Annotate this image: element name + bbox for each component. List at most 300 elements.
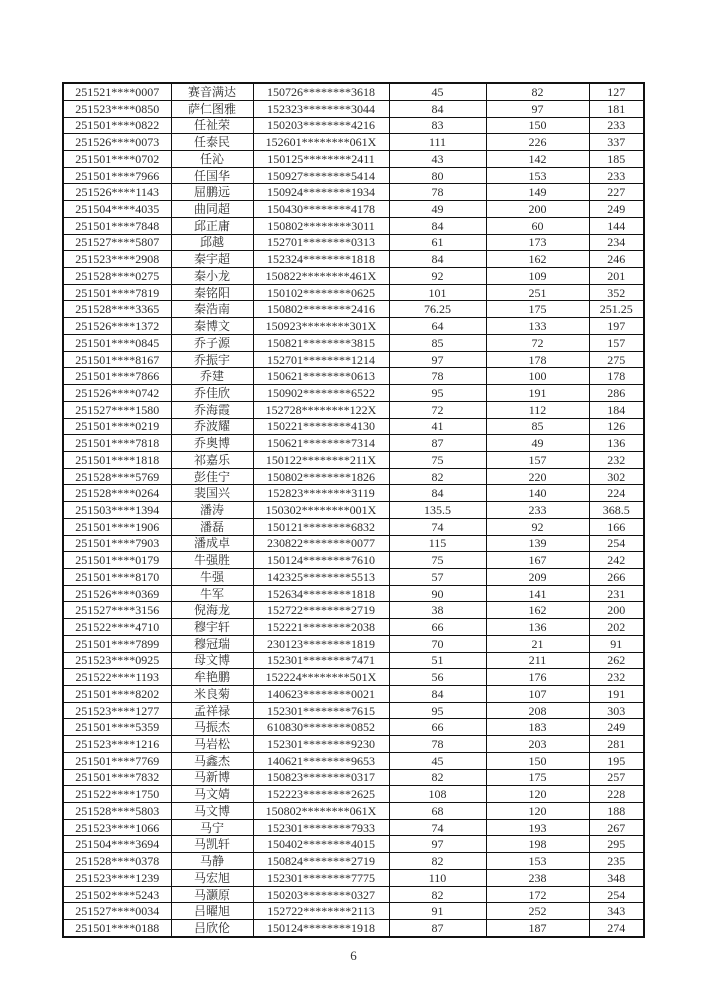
exam-id-cell: 251501****0179 (63, 552, 171, 569)
exam-id-cell: 251501****7769 (63, 752, 171, 769)
exam-id-cell: 251528****0264 (63, 485, 171, 502)
score2-cell: 141 (486, 585, 589, 602)
total-score-cell: 337 (589, 134, 644, 151)
name-cell: 孟祥禄 (171, 702, 253, 719)
id-number-cell: 150621********7314 (253, 435, 389, 452)
score2-cell: 172 (486, 886, 589, 903)
score1-cell: 101 (389, 284, 486, 301)
score2-cell: 200 (486, 201, 589, 218)
table-row (63, 836, 644, 853)
table-row (63, 217, 644, 234)
table-row (63, 769, 644, 786)
score2-cell: 187 (486, 920, 589, 937)
score1-cell: 83 (389, 117, 486, 134)
total-score-cell: 200 (589, 602, 644, 619)
name-cell: 裴国兴 (171, 485, 253, 502)
table-row (63, 803, 644, 820)
score1-cell: 76.25 (389, 301, 486, 318)
table-row (63, 886, 644, 903)
total-score-cell: 254 (589, 886, 644, 903)
total-score-cell: 262 (589, 652, 644, 669)
score2-cell: 203 (486, 736, 589, 753)
table-row (63, 920, 644, 937)
id-number-cell: 150203********4216 (253, 117, 389, 134)
name-cell: 乔佳欣 (171, 385, 253, 402)
id-number-cell: 150902********6522 (253, 385, 389, 402)
name-cell: 任国华 (171, 167, 253, 184)
score1-cell: 43 (389, 151, 486, 168)
id-number-cell: 150124********1918 (253, 920, 389, 937)
id-number-cell: 150823********0317 (253, 769, 389, 786)
exam-id-cell: 251522****4710 (63, 619, 171, 636)
name-cell: 马振杰 (171, 719, 253, 736)
score1-cell: 70 (389, 635, 486, 652)
table-row (63, 100, 644, 117)
score2-cell: 97 (486, 100, 589, 117)
id-number-cell: 150124********7610 (253, 552, 389, 569)
total-score-cell: 251.25 (589, 301, 644, 318)
table-row (63, 903, 644, 920)
score2-cell: 178 (486, 351, 589, 368)
exam-id-cell: 251526****1143 (63, 184, 171, 201)
score1-cell: 78 (389, 736, 486, 753)
exam-id-cell: 251527****1580 (63, 401, 171, 418)
id-number-cell: 150802********3011 (253, 217, 389, 234)
table-row (63, 502, 644, 519)
exam-id-cell: 251503****1394 (63, 502, 171, 519)
score2-cell: 252 (486, 903, 589, 920)
name-cell: 邱越 (171, 234, 253, 251)
score1-cell: 84 (389, 686, 486, 703)
score2-cell: 209 (486, 568, 589, 585)
table-row (63, 184, 644, 201)
total-score-cell: 233 (589, 117, 644, 134)
name-cell: 曲同超 (171, 201, 253, 218)
total-score-cell: 231 (589, 585, 644, 602)
score2-cell: 49 (486, 435, 589, 452)
id-number-cell: 150203********0327 (253, 886, 389, 903)
id-number-cell: 150824********2719 (253, 853, 389, 870)
table-row (63, 869, 644, 886)
total-score-cell: 126 (589, 418, 644, 435)
table-row (63, 167, 644, 184)
score2-cell: 142 (486, 151, 589, 168)
id-number-cell: 150927********5414 (253, 167, 389, 184)
name-cell: 乔子源 (171, 334, 253, 351)
exam-id-cell: 251501****7866 (63, 368, 171, 385)
score2-cell: 72 (486, 334, 589, 351)
exam-id-cell: 251501****7818 (63, 435, 171, 452)
name-cell: 马宏旭 (171, 869, 253, 886)
exam-id-cell: 251528****5803 (63, 803, 171, 820)
total-score-cell: 185 (589, 151, 644, 168)
id-number-cell: 152301********7471 (253, 652, 389, 669)
score2-cell: 139 (486, 535, 589, 552)
total-score-cell: 275 (589, 351, 644, 368)
score2-cell: 100 (486, 368, 589, 385)
table-row (63, 385, 644, 402)
exam-id-cell: 251526****0742 (63, 385, 171, 402)
id-number-cell: 152301********7933 (253, 819, 389, 836)
exam-id-cell: 251528****0378 (63, 853, 171, 870)
name-cell: 马文婧 (171, 786, 253, 803)
total-score-cell: 257 (589, 769, 644, 786)
id-number-cell: 152323********3044 (253, 100, 389, 117)
score1-cell: 49 (389, 201, 486, 218)
name-cell: 吕曜旭 (171, 903, 253, 920)
page-number: 6 (350, 948, 357, 963)
total-score-cell: 267 (589, 819, 644, 836)
score2-cell: 153 (486, 167, 589, 184)
name-cell: 秦铭阳 (171, 284, 253, 301)
id-number-cell: 150802********2416 (253, 301, 389, 318)
id-number-cell: 150122********211X (253, 451, 389, 468)
score2-cell: 149 (486, 184, 589, 201)
total-score-cell: 303 (589, 702, 644, 719)
total-score-cell: 136 (589, 435, 644, 452)
score1-cell: 56 (389, 669, 486, 686)
score1-cell: 72 (389, 401, 486, 418)
table-row (63, 418, 644, 435)
score1-cell: 41 (389, 418, 486, 435)
table-row (63, 251, 644, 268)
name-cell: 秦宇超 (171, 251, 253, 268)
total-score-cell: 197 (589, 318, 644, 335)
id-number-cell: 152634********1818 (253, 585, 389, 602)
exam-id-cell: 251528****0275 (63, 268, 171, 285)
score1-cell: 61 (389, 234, 486, 251)
table-row (63, 234, 644, 251)
name-cell: 潘成卓 (171, 535, 253, 552)
id-number-cell: 152601********061X (253, 134, 389, 151)
id-number-cell: 152301********9230 (253, 736, 389, 753)
score1-cell: 82 (389, 769, 486, 786)
exam-id-cell: 251501****0188 (63, 920, 171, 937)
table-row (63, 736, 644, 753)
total-score-cell: 249 (589, 201, 644, 218)
score2-cell: 85 (486, 418, 589, 435)
id-number-cell: 150822********461X (253, 268, 389, 285)
id-number-cell: 152223********2625 (253, 786, 389, 803)
name-cell: 牛军 (171, 585, 253, 602)
score1-cell: 92 (389, 268, 486, 285)
score2-cell: 251 (486, 284, 589, 301)
name-cell: 潘涛 (171, 502, 253, 519)
table-row (63, 568, 644, 585)
total-score-cell: 184 (589, 401, 644, 418)
total-score-cell: 274 (589, 920, 644, 937)
name-cell: 倪海龙 (171, 602, 253, 619)
exam-id-cell: 251501****1818 (63, 451, 171, 468)
table-row (63, 686, 644, 703)
score2-cell: 133 (486, 318, 589, 335)
score1-cell: 84 (389, 485, 486, 502)
score1-cell: 75 (389, 552, 486, 569)
total-score-cell: 127 (589, 83, 644, 100)
score1-cell: 84 (389, 100, 486, 117)
score1-cell: 38 (389, 602, 486, 619)
exam-id-cell: 251501****1906 (63, 518, 171, 535)
table-row (63, 151, 644, 168)
id-number-cell: 152224********501X (253, 669, 389, 686)
total-score-cell: 295 (589, 836, 644, 853)
score1-cell: 66 (389, 619, 486, 636)
total-score-cell: 228 (589, 786, 644, 803)
total-score-cell: 302 (589, 468, 644, 485)
score2-cell: 107 (486, 686, 589, 703)
name-cell: 乔波耀 (171, 418, 253, 435)
id-number-cell: 150621********0613 (253, 368, 389, 385)
id-number-cell: 150121********6832 (253, 518, 389, 535)
exam-id-cell: 251501****8167 (63, 351, 171, 368)
exam-id-cell: 251526****0073 (63, 134, 171, 151)
name-cell: 彭佳宁 (171, 468, 253, 485)
name-cell: 牛强胜 (171, 552, 253, 569)
total-score-cell: 202 (589, 619, 644, 636)
total-score-cell: 181 (589, 100, 644, 117)
score1-cell: 66 (389, 719, 486, 736)
score1-cell: 95 (389, 702, 486, 719)
score1-cell: 108 (389, 786, 486, 803)
exam-id-cell: 251523****2908 (63, 251, 171, 268)
id-number-cell: 152823********3119 (253, 485, 389, 502)
name-cell: 乔奥博 (171, 435, 253, 452)
score1-cell: 74 (389, 518, 486, 535)
id-number-cell: 152728********122X (253, 401, 389, 418)
total-score-cell: 343 (589, 903, 644, 920)
exam-id-cell: 251523****1216 (63, 736, 171, 753)
total-score-cell: 254 (589, 535, 644, 552)
exam-id-cell: 251501****0822 (63, 117, 171, 134)
name-cell: 任祉荣 (171, 117, 253, 134)
name-cell: 牟艳鹏 (171, 669, 253, 686)
total-score-cell: 281 (589, 736, 644, 753)
exam-id-cell: 251501****0702 (63, 151, 171, 168)
score-table-body (63, 83, 644, 937)
id-number-cell: 150726********3618 (253, 83, 389, 100)
exam-id-cell: 251504****4035 (63, 201, 171, 218)
name-cell: 马鑫杰 (171, 752, 253, 769)
table-row (63, 552, 644, 569)
table-row (63, 819, 644, 836)
score2-cell: 175 (486, 301, 589, 318)
id-number-cell: 152221********2038 (253, 619, 389, 636)
table-row (63, 351, 644, 368)
score2-cell: 109 (486, 268, 589, 285)
score2-cell: 92 (486, 518, 589, 535)
total-score-cell: 157 (589, 334, 644, 351)
table-row (63, 669, 644, 686)
id-number-cell: 152301********7615 (253, 702, 389, 719)
table-row (63, 201, 644, 218)
id-number-cell: 152701********1214 (253, 351, 389, 368)
exam-id-cell: 251504****3694 (63, 836, 171, 853)
score2-cell: 238 (486, 869, 589, 886)
exam-id-cell: 251523****0850 (63, 100, 171, 117)
exam-id-cell: 251501****8202 (63, 686, 171, 703)
id-number-cell: 150221********4130 (253, 418, 389, 435)
total-score-cell: 242 (589, 552, 644, 569)
total-score-cell: 368.5 (589, 502, 644, 519)
table-row (63, 786, 644, 803)
id-number-cell: 150802********061X (253, 803, 389, 820)
score2-cell: 176 (486, 669, 589, 686)
table-row (63, 468, 644, 485)
name-cell: 吕欣伦 (171, 920, 253, 937)
name-cell: 秦博文 (171, 318, 253, 335)
total-score-cell: 246 (589, 251, 644, 268)
score1-cell: 95 (389, 385, 486, 402)
score2-cell: 208 (486, 702, 589, 719)
total-score-cell: 166 (589, 518, 644, 535)
name-cell: 母文博 (171, 652, 253, 669)
score2-cell: 193 (486, 819, 589, 836)
total-score-cell: 352 (589, 284, 644, 301)
score2-cell: 175 (486, 769, 589, 786)
total-score-cell: 227 (589, 184, 644, 201)
table-row (63, 518, 644, 535)
exam-id-cell: 251501****7899 (63, 635, 171, 652)
name-cell: 马岩松 (171, 736, 253, 753)
score1-cell: 87 (389, 920, 486, 937)
exam-id-cell: 251528****3365 (63, 301, 171, 318)
id-number-cell: 610830********0852 (253, 719, 389, 736)
id-number-cell: 150821********3815 (253, 334, 389, 351)
table-row (63, 284, 644, 301)
total-score-cell: 232 (589, 669, 644, 686)
name-cell: 屈鹏远 (171, 184, 253, 201)
id-number-cell: 150102********0625 (253, 284, 389, 301)
name-cell: 马静 (171, 853, 253, 870)
id-number-cell: 150923********301X (253, 318, 389, 335)
score1-cell: 111 (389, 134, 486, 151)
name-cell: 萨仁图雅 (171, 100, 253, 117)
name-cell: 乔海霞 (171, 401, 253, 418)
exam-id-cell: 251523****1277 (63, 702, 171, 719)
name-cell: 邱正庸 (171, 217, 253, 234)
exam-id-cell: 251501****7903 (63, 535, 171, 552)
exam-id-cell: 251501****7832 (63, 769, 171, 786)
name-cell: 马灏原 (171, 886, 253, 903)
table-row (63, 318, 644, 335)
score2-cell: 140 (486, 485, 589, 502)
score2-cell: 211 (486, 652, 589, 669)
table-row (63, 485, 644, 502)
score1-cell: 75 (389, 451, 486, 468)
id-number-cell: 152701********0313 (253, 234, 389, 251)
score1-cell: 84 (389, 217, 486, 234)
id-number-cell: 150430********4178 (253, 201, 389, 218)
score-table (62, 82, 645, 938)
id-number-cell: 152301********7775 (253, 869, 389, 886)
total-score-cell: 286 (589, 385, 644, 402)
table-row (63, 702, 644, 719)
total-score-cell: 224 (589, 485, 644, 502)
id-number-cell: 142325********5513 (253, 568, 389, 585)
name-cell: 穆冠瑞 (171, 635, 253, 652)
score2-cell: 183 (486, 719, 589, 736)
id-number-cell: 152324********1818 (253, 251, 389, 268)
id-number-cell: 150125********2411 (253, 151, 389, 168)
exam-id-cell: 251501****7848 (63, 217, 171, 234)
score1-cell: 78 (389, 368, 486, 385)
score2-cell: 226 (486, 134, 589, 151)
exam-id-cell: 251523****0925 (63, 652, 171, 669)
table-row (63, 268, 644, 285)
score2-cell: 162 (486, 602, 589, 619)
exam-id-cell: 251526****0369 (63, 585, 171, 602)
name-cell: 穆宇轩 (171, 619, 253, 636)
table-row (63, 368, 644, 385)
score1-cell: 97 (389, 836, 486, 853)
score1-cell: 45 (389, 83, 486, 100)
exam-id-cell: 251522****1750 (63, 786, 171, 803)
id-number-cell: 150302********001X (253, 502, 389, 519)
score2-cell: 198 (486, 836, 589, 853)
table-row (63, 535, 644, 552)
exam-id-cell: 251523****1239 (63, 869, 171, 886)
id-number-cell: 150402********4015 (253, 836, 389, 853)
table-row (63, 619, 644, 636)
score1-cell: 82 (389, 468, 486, 485)
name-cell: 任泰民 (171, 134, 253, 151)
name-cell: 秦小龙 (171, 268, 253, 285)
table-row (63, 451, 644, 468)
total-score-cell: 188 (589, 803, 644, 820)
score1-cell: 64 (389, 318, 486, 335)
score2-cell: 150 (486, 752, 589, 769)
id-number-cell: 140621********9653 (253, 752, 389, 769)
score2-cell: 233 (486, 502, 589, 519)
table-row (63, 635, 644, 652)
score1-cell: 74 (389, 819, 486, 836)
exam-id-cell: 251522****1193 (63, 669, 171, 686)
id-number-cell: 230822********0077 (253, 535, 389, 552)
total-score-cell: 178 (589, 368, 644, 385)
exam-id-cell: 251502****5243 (63, 886, 171, 903)
score1-cell: 45 (389, 752, 486, 769)
score1-cell: 82 (389, 886, 486, 903)
score1-cell: 84 (389, 251, 486, 268)
name-cell: 秦浩南 (171, 301, 253, 318)
score1-cell: 87 (389, 435, 486, 452)
name-cell: 乔建 (171, 368, 253, 385)
score1-cell: 51 (389, 652, 486, 669)
score1-cell: 78 (389, 184, 486, 201)
total-score-cell: 266 (589, 568, 644, 585)
score2-cell: 150 (486, 117, 589, 134)
exam-id-cell: 251527****3156 (63, 602, 171, 619)
name-cell: 牛强 (171, 568, 253, 585)
id-number-cell: 152722********2719 (253, 602, 389, 619)
total-score-cell: 234 (589, 234, 644, 251)
name-cell: 马新博 (171, 769, 253, 786)
score1-cell: 90 (389, 585, 486, 602)
score1-cell: 115 (389, 535, 486, 552)
score1-cell: 135.5 (389, 502, 486, 519)
id-number-cell: 230123********1819 (253, 635, 389, 652)
score2-cell: 82 (486, 83, 589, 100)
total-score-cell: 235 (589, 853, 644, 870)
total-score-cell: 91 (589, 635, 644, 652)
score2-cell: 120 (486, 803, 589, 820)
exam-id-cell: 251521****0007 (63, 83, 171, 100)
total-score-cell: 191 (589, 686, 644, 703)
id-number-cell: 140623********0021 (253, 686, 389, 703)
name-cell: 任沁 (171, 151, 253, 168)
score1-cell: 110 (389, 869, 486, 886)
score2-cell: 173 (486, 234, 589, 251)
